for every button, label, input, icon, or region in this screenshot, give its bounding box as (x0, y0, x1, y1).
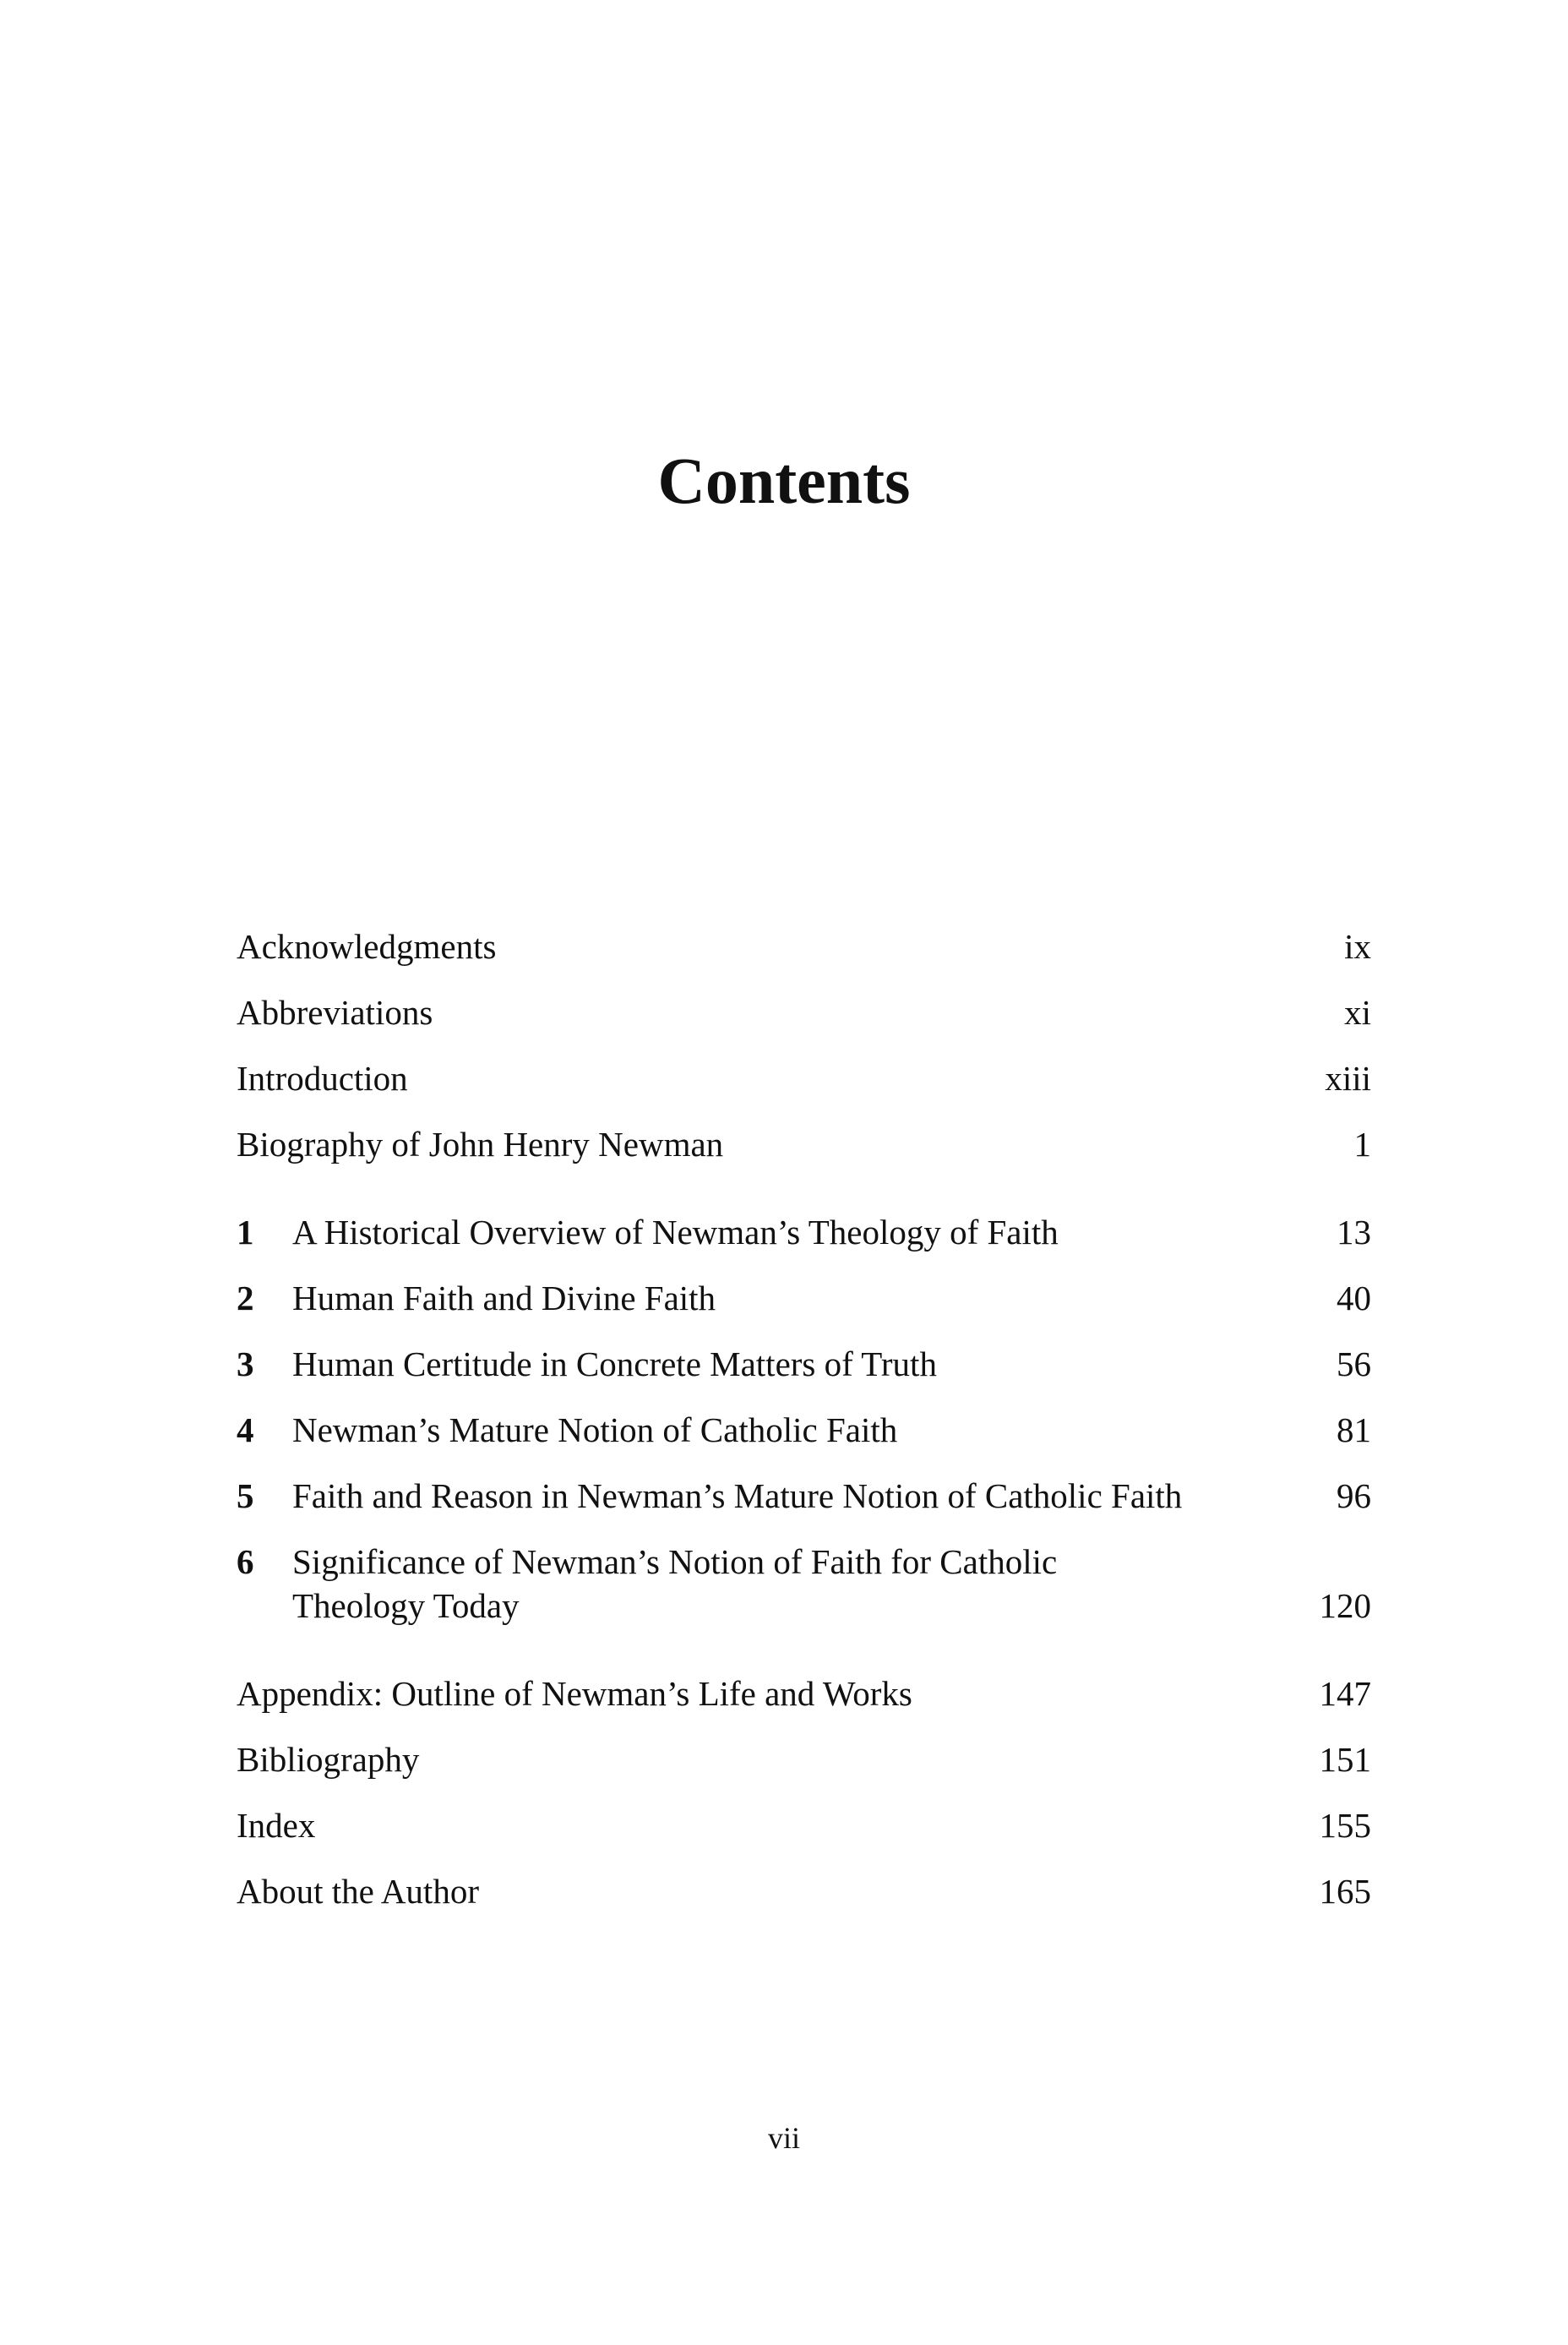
toc-entry-label: Human Certitude in Concrete Matters of Truth (292, 1344, 937, 1383)
chapter-number: 3 (237, 1344, 254, 1383)
toc-entry-chapter-2[interactable] (237, 1254, 1371, 1320)
toc-entry-introduction[interactable] (237, 1034, 1371, 1100)
toc-entry-page: 81 (1337, 1410, 1371, 1449)
toc-entry-page: ix (1344, 927, 1371, 966)
toc-entry-label-line-2: Theology Today (292, 1586, 520, 1625)
toc-entry-bibliography[interactable] (237, 1715, 1371, 1781)
toc-entry-label: Biography of John Henry Newman (237, 1125, 724, 1164)
toc-entry-label: Human Faith and Divine Faith (292, 1279, 716, 1317)
toc-entry-label: A Historical Overview of Newman’s Theology of Faith (292, 1213, 1059, 1252)
toc-entry-label: Introduction (237, 1059, 408, 1098)
table-of-contents (237, 903, 1371, 1913)
chapter-number: 5 (237, 1476, 254, 1515)
toc-entry-label: Appendix: Outline of Newman’s Life and Works (237, 1674, 912, 1713)
page-number: vii (767, 2121, 800, 2155)
toc-entry-label: Abbreviations (237, 993, 433, 1032)
toc-entry-page: 151 (1319, 1740, 1371, 1779)
toc-entry-chapter-1[interactable] (237, 1188, 1371, 1254)
toc-entry-page: 13 (1337, 1213, 1371, 1252)
toc-entry-label: Acknowledgments (237, 927, 497, 966)
chapter-number: 4 (237, 1410, 254, 1449)
chapter-number: 6 (237, 1542, 254, 1581)
toc-entry-page: 147 (1319, 1674, 1371, 1713)
toc-entry-index[interactable] (237, 1781, 1371, 1847)
toc-entry-label: About the Author (237, 1872, 479, 1911)
toc-entry-page: 40 (1337, 1279, 1371, 1317)
toc-entry-label: Newman’s Mature Notion of Catholic Faith (292, 1410, 898, 1449)
toc-entry-chapter-6[interactable] (237, 1540, 1371, 1628)
toc-entry-page: 1 (1353, 1125, 1371, 1164)
toc-entry-page: 96 (1337, 1476, 1371, 1515)
toc-entry-abbreviations[interactable] (237, 968, 1371, 1034)
toc-entry-page: 56 (1337, 1344, 1371, 1383)
toc-entry-about-the-author[interactable] (237, 1847, 1371, 1913)
toc-entry-page: 155 (1319, 1806, 1371, 1845)
toc-entry-page: 120 (1319, 1586, 1371, 1625)
toc-entry-label (292, 1540, 1287, 1628)
page-title: Contents (657, 444, 911, 517)
toc-entry-biography[interactable] (237, 1100, 1371, 1166)
toc-entry-label: Bibliography (237, 1740, 420, 1779)
chapter-number: 2 (237, 1279, 254, 1317)
toc-entry-label: Faith and Reason in Newman’s Mature Notion of Catholic Faith (292, 1476, 1183, 1515)
chapter-number: 1 (237, 1213, 254, 1252)
toc-entry-page: 165 (1319, 1872, 1371, 1911)
toc-entry-appendix[interactable] (237, 1650, 1371, 1715)
toc-entry-acknowledgments[interactable] (237, 903, 1371, 968)
toc-entry-chapter-5[interactable] (237, 1452, 1371, 1518)
toc-entry-chapter-4[interactable] (237, 1386, 1371, 1452)
toc-entry-chapter-3[interactable] (237, 1320, 1371, 1386)
toc-entry-page: xiii (1325, 1059, 1371, 1098)
toc-entry-label-line-1: Significance of Newman’s Notion of Faith for Catholic (292, 1542, 1058, 1581)
toc-entry-label: Index (237, 1806, 316, 1845)
toc-entry-page: xi (1344, 993, 1371, 1032)
